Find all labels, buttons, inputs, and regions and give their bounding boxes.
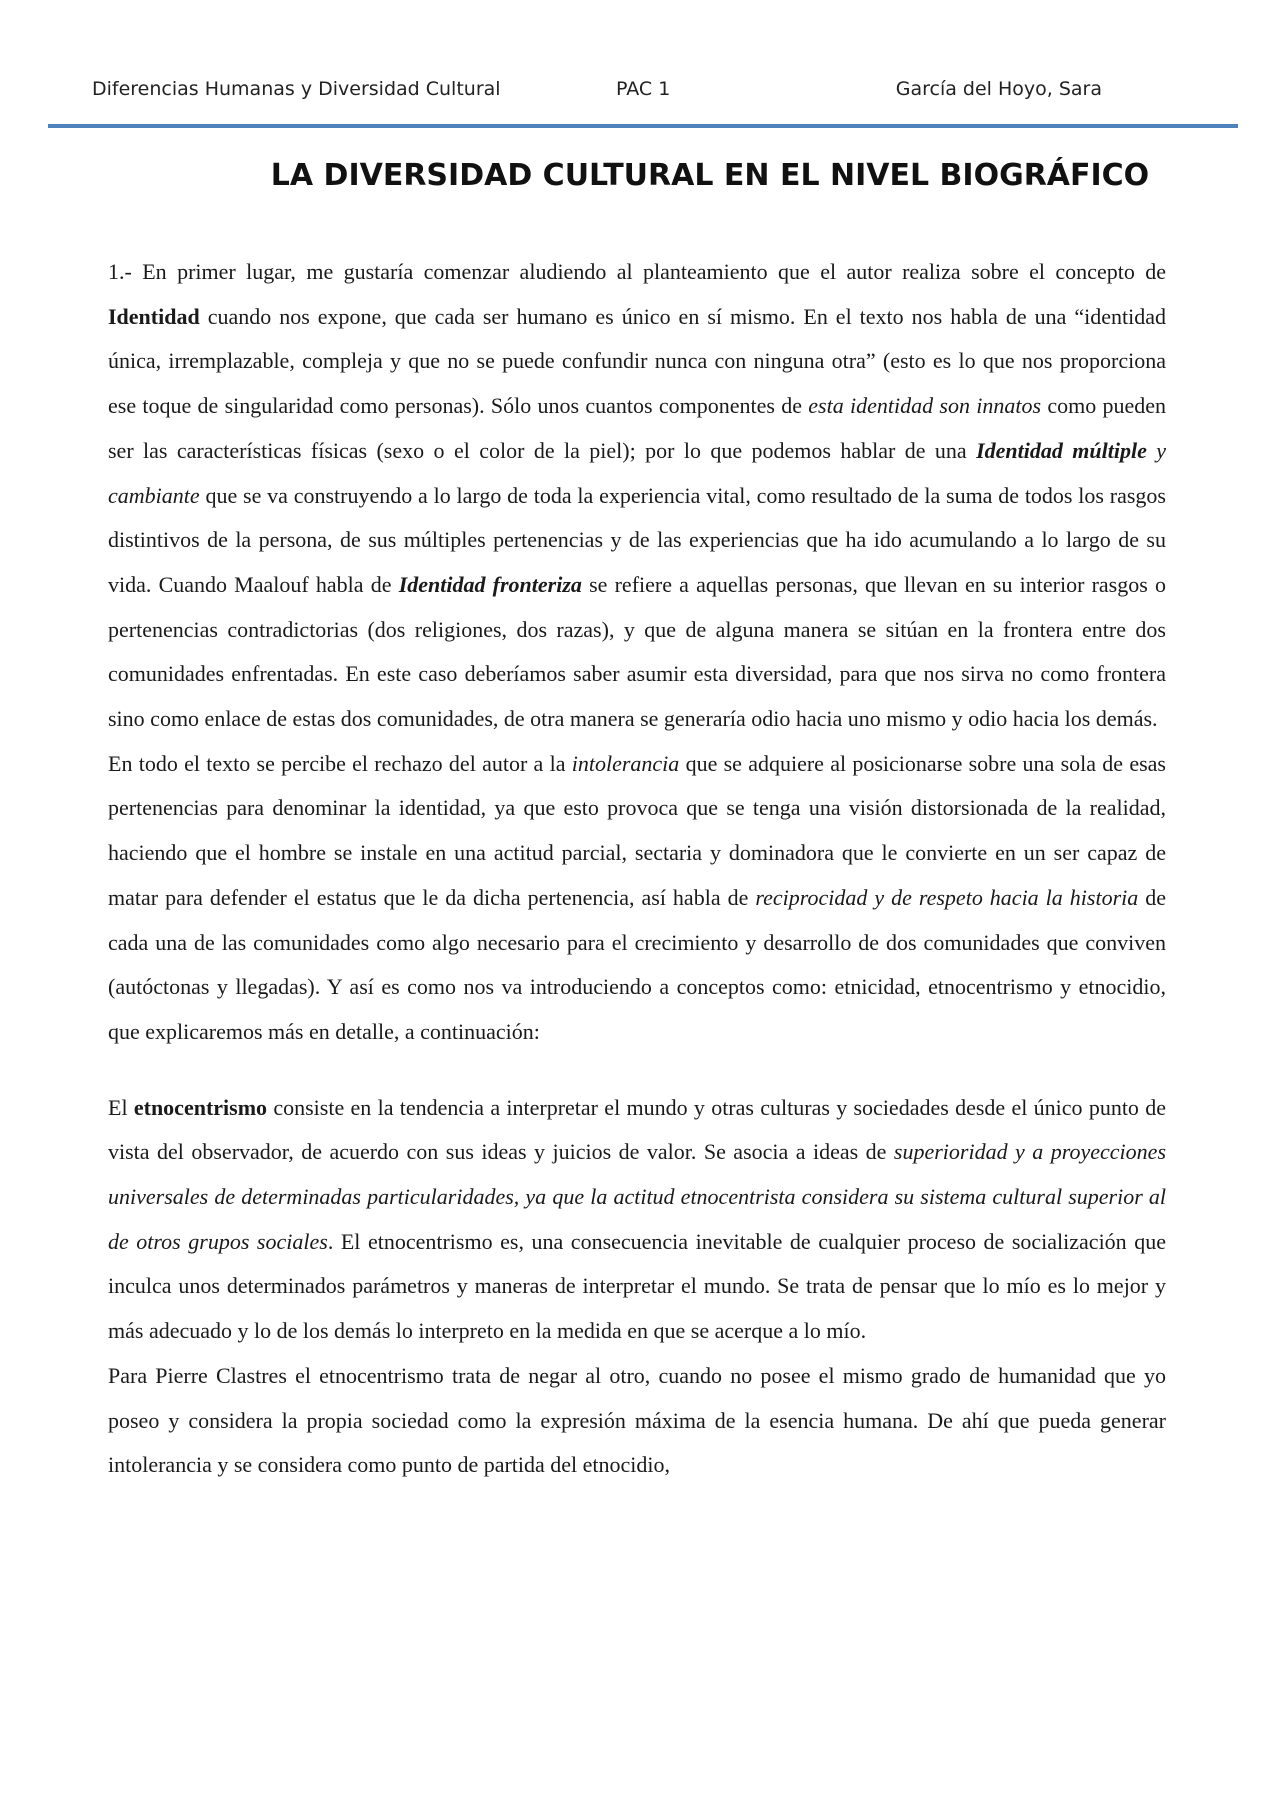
paragraph-identity — [108, 250, 1166, 742]
text-run: En todo el texto se percibe el rechazo del autor a la — [108, 750, 572, 776]
bold-italic-term: Identidad múltiple — [976, 437, 1147, 463]
text-run: de cada una de las comunidades como algo necesario para el crecimiento y desarrollo de dos comunidades que conviven (autóctonas y llegadas). Y así es como nos va introduciendo a conceptos como: etnicidad, etnocentrismo y etnocidio, que explicaremos más en detalle, a continuación: — [108, 884, 1167, 1044]
bold-term: Identidad — [108, 303, 200, 329]
text-run: que se va construyendo a lo largo de toda la experiencia vital, como resultado de la suma de todos los rasgos distintivos de la persona, de sus múltiples pertenencias y de las experiencias que ha ido acumulando a lo largo de su vida. Cuando Maalouf habla de — [108, 482, 1166, 597]
text-run: cuando nos expone, que cada ser humano es único en sí mismo. En el texto nos habla de una “identidad única, irremplazable, compleja y que no se puede confundir nunca con ninguna otra” (esto es lo que nos proporciona ese toque de singularidad como personas). Sólo unos cuantos componentes de — [108, 303, 1166, 419]
bold-term — [399, 572, 582, 597]
text-run: como pueden ser las características físicas (sexo o el color de la piel); por lo que podemos hablar de una — [108, 393, 1167, 463]
text-run: . El etnocentrismo es, una consecuencia inevitable de cualquier proceso de socialización que inculca unos determinados parámetros y maneras de interpretar el mundo. Se trata de pensar que lo mío es lo mejor y más adecuado y lo de los demás lo interpreto en la medida en que se acerque a lo mío. — [108, 1228, 1166, 1344]
header-assignment: PAC 1 — [616, 78, 671, 100]
paragraph-ethnocentrism — [108, 1086, 1166, 1354]
bold-term: etnocentrismo — [133, 1094, 268, 1120]
document-title: LA DIVERSIDAD CULTURAL EN EL NIVEL BIOGRÁFICO — [270, 158, 1150, 193]
text-run: consiste en la tendencia a interpretar el mundo y otras culturas y sociedades desde el único punto de vista del observador, de acuerdo con sus ideas y juicios de valor. Se asocia a ideas de — [108, 1094, 1166, 1165]
header-author: García del Hoyo, Sara — [895, 78, 1102, 100]
header-course: Diferencias Humanas y Diversidad Cultural — [92, 78, 501, 100]
bold-term — [976, 438, 1147, 463]
bold-italic-term: Identidad fronteriza — [398, 571, 582, 597]
page-header — [92, 78, 1102, 108]
italic-phrase: y cambiante — [108, 437, 1167, 508]
text-run: se refiere a aquellas personas, que llevan en su interior rasgos o pertenencias contradictorias (dos religiones, dos razas), y que de alguna manera se sitúan en la frontera entre dos comunidades enfrentadas. En este caso deberíamos saber asumir esta diversidad, para que nos sirva no como frontera sino como enlace de estas dos comunidades, de otra manera se generaría odio hacia uno mismo y odio hacia los demás. — [108, 571, 1166, 732]
header-rule — [48, 124, 1238, 128]
italic-phrase: superioridad y a proyecciones universales de determinadas particularidades, ya que la actitud etnocentrista considera su sistema cultural superior al de otros grupos sociales — [108, 1139, 1167, 1254]
paragraph-clastres — [108, 1354, 1166, 1488]
italic-phrase: esta identidad son innatos — [808, 393, 1042, 419]
italic-phrase: intolerancia — [571, 750, 680, 776]
text-run: que se adquiere al posicionarse sobre una sola de esas pertenencias para denominar la identidad, ya que esto provoca que se tenga una visión distorsionada de la realidad, haciendo que el hombre se instale en una actitud parcial, sectaria y dominadora que le convierte en un ser capaz de matar para defender el estatus que le da dicha pertenencia, así habla de — [108, 750, 1166, 910]
text-run: 1.- En primer lugar, me gustaría comenzar aludiendo al planteamiento que el autor realiza sobre el concepto de — [108, 259, 1166, 284]
text-run: Para Pierre Clastres el etnocentrismo trata de negar al otro, cuando no posee el mismo grado de humanidad que yo poseo y considera la propia sociedad como la expresión máxima de la esencia humana. De ahí que pueda generar intolerancia y se considera como punto de partida del etnocidio, — [108, 1362, 1166, 1478]
italic-phrase: reciprocidad y de respeto hacia la historia — [755, 884, 1139, 910]
paragraph-intolerance — [108, 742, 1166, 1055]
text-run: El — [108, 1094, 134, 1120]
document-body — [108, 250, 1166, 1488]
